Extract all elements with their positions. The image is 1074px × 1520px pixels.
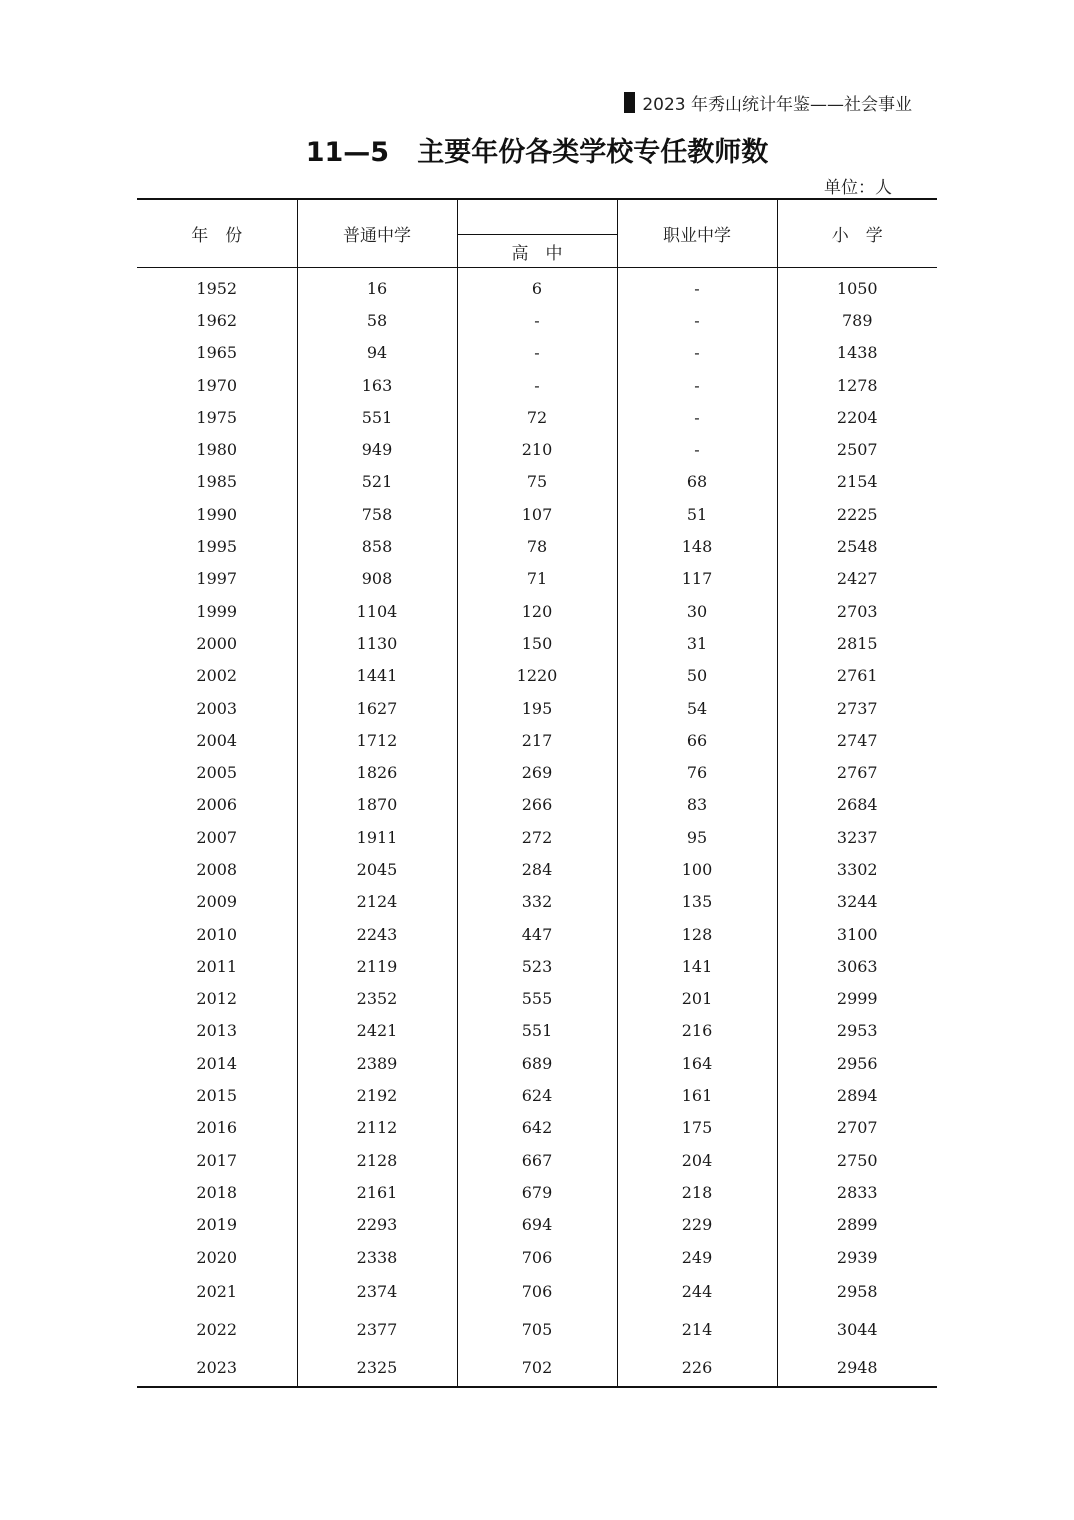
cell-vocational: 229 [617, 1209, 777, 1241]
cell-general-middle: 2243 [297, 918, 457, 950]
cell-vocational: 161 [617, 1079, 777, 1111]
cell-primary: 3302 [836, 859, 878, 879]
cell-general-middle: 1911 [297, 821, 457, 853]
cell-senior-high: 1220 [457, 660, 617, 692]
table-row [137, 530, 937, 562]
cell-primary: 2703 [836, 601, 878, 621]
table-row [137, 983, 937, 1015]
cell-vocational: 244 [617, 1273, 777, 1311]
cell-year: 1980 [137, 433, 297, 465]
cell-vocational: 100 [617, 853, 777, 885]
cell-general-middle: 1870 [297, 789, 457, 821]
cell-general-middle: 2161 [297, 1176, 457, 1208]
cell-general-middle: 2045 [297, 853, 457, 885]
cell-general-middle: 2124 [297, 886, 457, 918]
cell-year: 2014 [137, 1047, 297, 1079]
cell-general-middle: 2128 [297, 1144, 457, 1176]
table-row [137, 950, 937, 982]
col-header-vocational: 职业中学 [617, 199, 777, 268]
cell-year: 2008 [137, 853, 297, 885]
table-row [137, 627, 937, 659]
cell-vocational: 214 [617, 1311, 777, 1349]
cell-primary: 2548 [836, 537, 878, 557]
cell-primary: 2953 [836, 1021, 878, 1041]
table-row [137, 401, 937, 433]
cell-primary: 2225 [836, 504, 878, 524]
cell-year: 2009 [137, 886, 297, 918]
cell-general-middle: 16 [297, 268, 457, 305]
cell-year: 1995 [137, 530, 297, 562]
table-row [137, 498, 937, 530]
cell-general-middle: 551 [297, 401, 457, 433]
cell-year: 2012 [137, 983, 297, 1015]
data-table-container [137, 198, 937, 1388]
cell-vocational: 51 [617, 498, 777, 530]
cell-general-middle: 2119 [297, 950, 457, 982]
cell-primary: 3063 [836, 956, 878, 976]
cell-senior-high: 523 [457, 950, 617, 982]
cell-year: 2010 [137, 918, 297, 950]
cell-senior-high: 266 [457, 789, 617, 821]
cell-primary: 3044 [836, 1319, 878, 1339]
cell-senior-high: 706 [457, 1273, 617, 1311]
cell-senior-high: - [457, 304, 617, 336]
cell-year: 1997 [137, 563, 297, 595]
cell-primary: 1050 [836, 278, 878, 298]
cell-senior-high: 6 [457, 268, 617, 305]
table-row [137, 1311, 937, 1349]
cell-primary: 2747 [836, 730, 878, 750]
header-block-mark [624, 92, 635, 113]
table-row [137, 692, 937, 724]
table-row [137, 1015, 937, 1047]
cell-primary: 2948 [777, 1348, 937, 1387]
cell-general-middle: 1130 [297, 627, 457, 659]
cell-general-middle: 2377 [297, 1311, 457, 1349]
cell-vocational: 216 [617, 1015, 777, 1047]
cell-vocational: 148 [617, 530, 777, 562]
cell-general-middle: 2293 [297, 1209, 457, 1241]
cell-vocational: 54 [617, 692, 777, 724]
cell-year: 2002 [137, 660, 297, 692]
col-header-primary: 小 学 [777, 199, 937, 268]
table-row [137, 1112, 937, 1144]
table-row [137, 563, 937, 595]
table-row [137, 918, 937, 950]
cell-senior-high: 75 [457, 466, 617, 498]
cell-vocational: - [617, 433, 777, 465]
cell-general-middle: 1712 [297, 724, 457, 756]
cell-vocational: - [617, 369, 777, 401]
cell-year: 2021 [137, 1273, 297, 1311]
cell-vocational: 141 [617, 950, 777, 982]
cell-primary: 2939 [836, 1247, 878, 1267]
cell-year: 2005 [137, 756, 297, 788]
cell-senior-high: 667 [457, 1144, 617, 1176]
cell-vocational: 76 [617, 756, 777, 788]
cell-vocational: 164 [617, 1047, 777, 1079]
cell-year: 2007 [137, 821, 297, 853]
cell-primary: 789 [841, 310, 873, 330]
cell-senior-high: 702 [457, 1348, 617, 1387]
unit-label: 单位：人 [824, 178, 892, 198]
cell-general-middle: 1441 [297, 660, 457, 692]
cell-year: 2019 [137, 1209, 297, 1241]
cell-senior-high: - [457, 369, 617, 401]
cell-primary: 2894 [836, 1086, 878, 1106]
cell-year: 2022 [137, 1311, 297, 1349]
cell-general-middle: 521 [297, 466, 457, 498]
cell-primary: 3100 [836, 924, 878, 944]
cell-senior-high: 269 [457, 756, 617, 788]
cell-year: 2016 [137, 1112, 297, 1144]
cell-senior-high: 107 [457, 498, 617, 530]
cell-vocational: 83 [617, 789, 777, 821]
cell-primary: 2427 [836, 569, 878, 589]
table-row [137, 1047, 937, 1079]
cell-senior-high: 694 [457, 1209, 617, 1241]
table-row [137, 724, 937, 756]
table-row [137, 433, 937, 465]
table-row [137, 1144, 937, 1176]
cell-vocational: 66 [617, 724, 777, 756]
cell-senior-high: 78 [457, 530, 617, 562]
cell-year: 2017 [137, 1144, 297, 1176]
cell-vocational: 249 [617, 1241, 777, 1273]
cell-year: 1999 [137, 595, 297, 627]
cell-primary: 3237 [836, 827, 878, 847]
cell-primary: 1438 [836, 343, 878, 363]
cell-senior-high: 624 [457, 1079, 617, 1111]
cell-general-middle: 2352 [297, 983, 457, 1015]
table-row [137, 466, 937, 498]
table-row [137, 789, 937, 821]
cell-primary: 2507 [836, 440, 878, 460]
col-header-year: 年 份 [137, 199, 297, 268]
running-header-text: 2023 年秀山统计年鉴——社会事业 [642, 95, 912, 115]
cell-vocational: - [617, 304, 777, 336]
cell-senior-high: 210 [457, 433, 617, 465]
table-title: 11—5 主要年份各类学校专任教师数 [305, 137, 769, 168]
cell-year: 1990 [137, 498, 297, 530]
cell-vocational: 31 [617, 627, 777, 659]
cell-general-middle: 163 [297, 369, 457, 401]
cell-primary: 2815 [836, 633, 878, 653]
cell-vocational: - [617, 337, 777, 369]
cell-general-middle: 2389 [297, 1047, 457, 1079]
table-row [137, 1079, 937, 1111]
cell-primary: 1278 [836, 375, 878, 395]
cell-general-middle: 949 [297, 433, 457, 465]
cell-vocational: 117 [617, 563, 777, 595]
cell-primary: 2833 [836, 1182, 878, 1202]
table-row [137, 1241, 937, 1273]
cell-general-middle: 758 [297, 498, 457, 530]
cell-year: 1975 [137, 401, 297, 433]
cell-senior-high: 332 [457, 886, 617, 918]
cell-vocational: 30 [617, 595, 777, 627]
table-row [137, 1209, 937, 1241]
cell-year: 2020 [137, 1241, 297, 1273]
cell-general-middle: 2112 [297, 1112, 457, 1144]
cell-vocational: 50 [617, 660, 777, 692]
cell-primary: 2204 [836, 407, 878, 427]
cell-senior-high: 705 [457, 1311, 617, 1349]
cell-senior-high: 195 [457, 692, 617, 724]
cell-year: 1962 [137, 304, 297, 336]
cell-year: 2023 [137, 1348, 297, 1387]
cell-senior-high: 555 [457, 983, 617, 1015]
table-row [137, 756, 937, 788]
cell-primary: 2761 [836, 666, 878, 686]
cell-general-middle: 2325 [297, 1348, 457, 1387]
cell-primary: 2737 [836, 698, 878, 718]
table-row [137, 1176, 937, 1208]
cell-senior-high: 120 [457, 595, 617, 627]
cell-year: 2013 [137, 1015, 297, 1047]
col-header-general-middle-sub-spacer [457, 199, 617, 235]
cell-year: 1985 [137, 466, 297, 498]
table-header [137, 199, 937, 268]
cell-vocational: - [617, 268, 777, 305]
cell-primary: 2958 [836, 1282, 878, 1302]
cell-vocational: 68 [617, 466, 777, 498]
cell-year: 1965 [137, 337, 297, 369]
cell-senior-high: 642 [457, 1112, 617, 1144]
cell-vocational: 204 [617, 1144, 777, 1176]
cell-vocational: - [617, 401, 777, 433]
table-row [137, 886, 937, 918]
cell-general-middle: 94 [297, 337, 457, 369]
cell-general-middle: 58 [297, 304, 457, 336]
table-row [137, 369, 937, 401]
cell-general-middle: 2192 [297, 1079, 457, 1111]
cell-primary: 2899 [836, 1215, 878, 1235]
cell-general-middle: 908 [297, 563, 457, 595]
cell-senior-high: 150 [457, 627, 617, 659]
cell-primary: 3244 [836, 892, 878, 912]
cell-senior-high: 689 [457, 1047, 617, 1079]
table-row [137, 821, 937, 853]
teachers-table [137, 198, 937, 1388]
cell-senior-high: - [457, 337, 617, 369]
cell-senior-high: 71 [457, 563, 617, 595]
table-row [137, 1273, 937, 1311]
table-row [137, 660, 937, 692]
cell-general-middle: 2374 [297, 1273, 457, 1311]
table-row [137, 595, 937, 627]
cell-year: 2004 [137, 724, 297, 756]
col-header-senior-high: 高 中 [457, 235, 617, 268]
cell-primary: 2767 [836, 763, 878, 783]
cell-year: 1970 [137, 369, 297, 401]
cell-vocational: 218 [617, 1176, 777, 1208]
cell-primary: 2684 [836, 795, 878, 815]
cell-vocational: 95 [617, 821, 777, 853]
cell-year: 2011 [137, 950, 297, 982]
running-header [624, 90, 912, 115]
cell-senior-high: 272 [457, 821, 617, 853]
table-row [137, 304, 937, 336]
table-body [137, 268, 937, 1388]
cell-year: 2006 [137, 789, 297, 821]
cell-year: 2003 [137, 692, 297, 724]
table-row [137, 268, 937, 305]
cell-primary: 2750 [836, 1150, 878, 1170]
cell-general-middle: 2338 [297, 1241, 457, 1273]
cell-senior-high: 447 [457, 918, 617, 950]
cell-vocational: 135 [617, 886, 777, 918]
cell-year: 2018 [137, 1176, 297, 1208]
cell-general-middle: 858 [297, 530, 457, 562]
cell-general-middle: 1104 [297, 595, 457, 627]
cell-senior-high: 72 [457, 401, 617, 433]
cell-vocational: 226 [617, 1348, 777, 1387]
table-row [137, 853, 937, 885]
cell-primary: 2999 [836, 989, 878, 1009]
cell-year: 2015 [137, 1079, 297, 1111]
cell-year: 1952 [137, 268, 297, 305]
cell-general-middle: 1627 [297, 692, 457, 724]
cell-senior-high: 551 [457, 1015, 617, 1047]
cell-primary: 2154 [836, 472, 878, 492]
cell-senior-high: 284 [457, 853, 617, 885]
cell-vocational: 201 [617, 983, 777, 1015]
cell-vocational: 128 [617, 918, 777, 950]
cell-year: 2000 [137, 627, 297, 659]
cell-primary: 2956 [836, 1053, 878, 1073]
table-row [137, 1348, 937, 1387]
cell-senior-high: 679 [457, 1176, 617, 1208]
col-header-general-middle: 普通中学 [297, 199, 457, 268]
cell-senior-high: 217 [457, 724, 617, 756]
cell-primary: 2707 [836, 1118, 878, 1138]
cell-senior-high: 706 [457, 1241, 617, 1273]
cell-vocational: 175 [617, 1112, 777, 1144]
cell-general-middle: 1826 [297, 756, 457, 788]
table-row [137, 337, 937, 369]
cell-general-middle: 2421 [297, 1015, 457, 1047]
